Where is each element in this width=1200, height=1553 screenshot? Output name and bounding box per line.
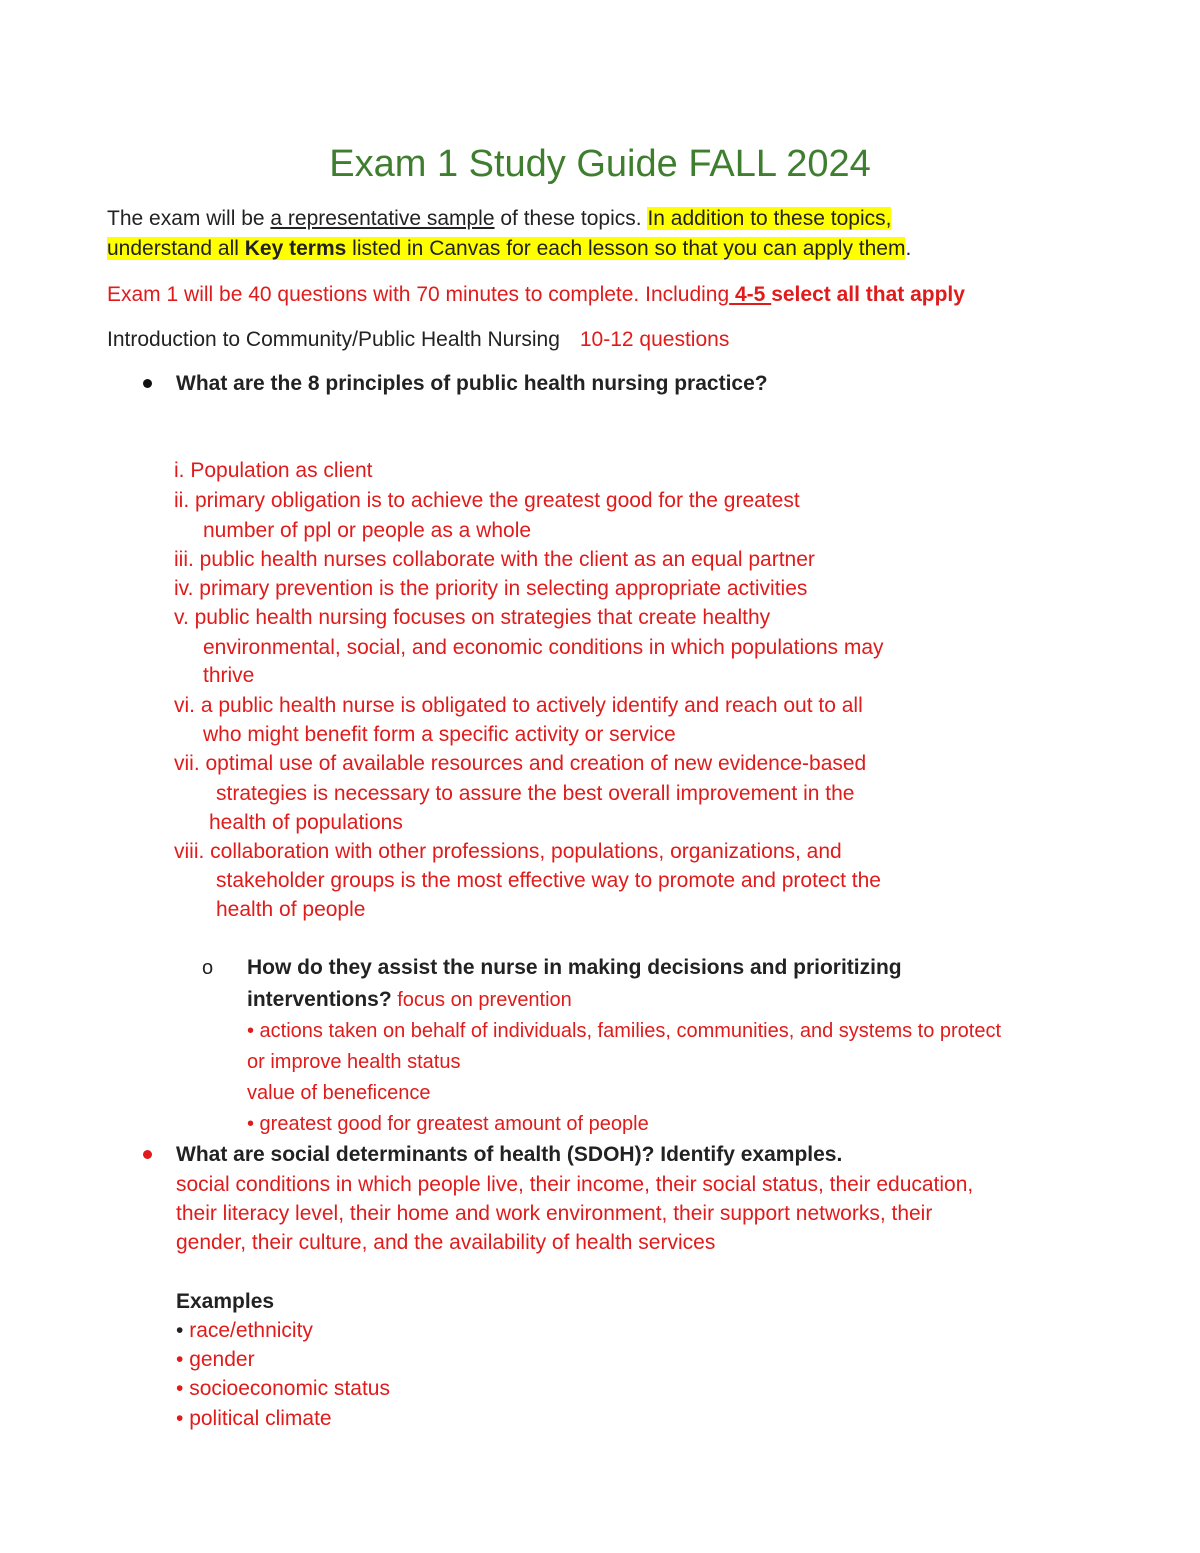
question-1: What are the 8 principles of public health nursing practice? bbox=[176, 372, 768, 395]
intro-line2-b: listed in Canvas for each lesson so that you can apply them bbox=[346, 237, 906, 260]
principle-line: thrive bbox=[203, 664, 255, 687]
principle-line: number of ppl or people as a whole bbox=[203, 519, 532, 542]
exam-info-type: select all that apply bbox=[771, 283, 965, 306]
bullet-icon: • bbox=[176, 1407, 184, 1430]
principle-line: stakeholder groups is the most effective way to promote and protect the bbox=[216, 869, 881, 892]
bullet-icon: • bbox=[176, 1377, 184, 1400]
section-questions: 10-12 questions bbox=[579, 328, 730, 351]
intro-text: The exam will be bbox=[107, 207, 271, 230]
sub-answer-line: value of beneficence bbox=[247, 1082, 431, 1104]
principle-line: vi. a public health nurse is obligated to actively identify and reach out to all bbox=[174, 694, 863, 717]
sub-answer-line: • greatest good for greatest amount of people bbox=[247, 1113, 649, 1135]
intro-line-1 bbox=[107, 204, 891, 234]
principle-line: health of populations bbox=[209, 811, 403, 834]
sub-answer-line: • actions taken on behalf of individuals, families, communities, and systems to protect bbox=[247, 1020, 1002, 1042]
exam-info bbox=[107, 280, 965, 310]
principle-line: health of people bbox=[216, 898, 366, 921]
sub-question-line-1: How do they assist the nurse in making decisions and prioritizing bbox=[247, 956, 902, 979]
principle-line: who might benefit form a specific activity or service bbox=[203, 723, 676, 746]
section-heading bbox=[107, 325, 729, 355]
example-label: socioeconomic status bbox=[189, 1377, 390, 1400]
intro-line2-a: understand all bbox=[107, 237, 245, 260]
examples-heading: Examples bbox=[176, 1290, 275, 1313]
intro-line2-end: . bbox=[905, 237, 912, 260]
sdoh-line: social conditions in which people live, their income, their social status, their education, bbox=[176, 1173, 974, 1196]
example-label: political climate bbox=[189, 1407, 332, 1430]
sub-answer-prevention: focus on prevention bbox=[391, 989, 572, 1011]
key-terms: Key terms bbox=[244, 237, 347, 260]
intro-underlined: a representative sample bbox=[270, 207, 495, 230]
bullet-icon: • bbox=[176, 1348, 184, 1371]
exam-info-text: Exam 1 will be 40 questions with 70 minutes to complete. Including bbox=[107, 283, 730, 306]
sub-answer-line: or improve health status bbox=[247, 1051, 461, 1073]
principle-line: i. Population as client bbox=[174, 459, 373, 482]
sub-question-interventions: interventions? bbox=[247, 988, 392, 1011]
example-label: race/ethnicity bbox=[189, 1319, 313, 1342]
bullet-icon bbox=[143, 379, 152, 388]
sdoh-line: gender, their culture, and the availability of health services bbox=[176, 1231, 716, 1254]
exam-info-count: 4-5 bbox=[729, 283, 772, 306]
principle-line: environmental, social, and economic conditions in which populations may bbox=[203, 636, 884, 659]
example-label: gender bbox=[189, 1348, 255, 1371]
sdoh-line: their literacy level, their home and work environment, their support networks, their bbox=[176, 1202, 933, 1225]
sub-question-line-2 bbox=[247, 985, 572, 1016]
example-item bbox=[176, 1374, 390, 1404]
bullet-icon bbox=[143, 1150, 152, 1159]
principle-line: viii. collaboration with other professions, populations, organizations, and bbox=[174, 840, 842, 863]
principle-line: iii. public health nurses collaborate with the client as an equal partner bbox=[174, 548, 815, 571]
principle-line: vii. optimal use of available resources and creation of new evidence-based bbox=[174, 752, 867, 775]
circle-bullet-icon: o bbox=[202, 957, 214, 979]
example-item bbox=[176, 1345, 255, 1375]
principle-line: ii. primary obligation is to achieve the greatest good for the greatest bbox=[174, 489, 800, 512]
section-label: Introduction to Community/Public Health Nursing bbox=[107, 328, 560, 351]
bullet-icon: • bbox=[176, 1319, 184, 1342]
intro-highlighted: In addition to these topics, bbox=[647, 207, 892, 230]
principle-line: strategies is necessary to assure the best overall improvement in the bbox=[216, 782, 855, 805]
example-item bbox=[176, 1316, 313, 1346]
intro-line-2 bbox=[107, 234, 911, 264]
example-item bbox=[176, 1404, 332, 1434]
page-title: Exam 1 Study Guide FALL 2024 bbox=[329, 143, 871, 185]
question-2: What are social determinants of health (SDOH)? Identify examples. bbox=[176, 1143, 843, 1166]
principle-line: iv. primary prevention is the priority in selecting appropriate activities bbox=[174, 577, 808, 600]
principle-line: v. public health nursing focuses on strategies that create healthy bbox=[174, 606, 771, 629]
intro-text-2: of these topics. bbox=[494, 207, 648, 230]
